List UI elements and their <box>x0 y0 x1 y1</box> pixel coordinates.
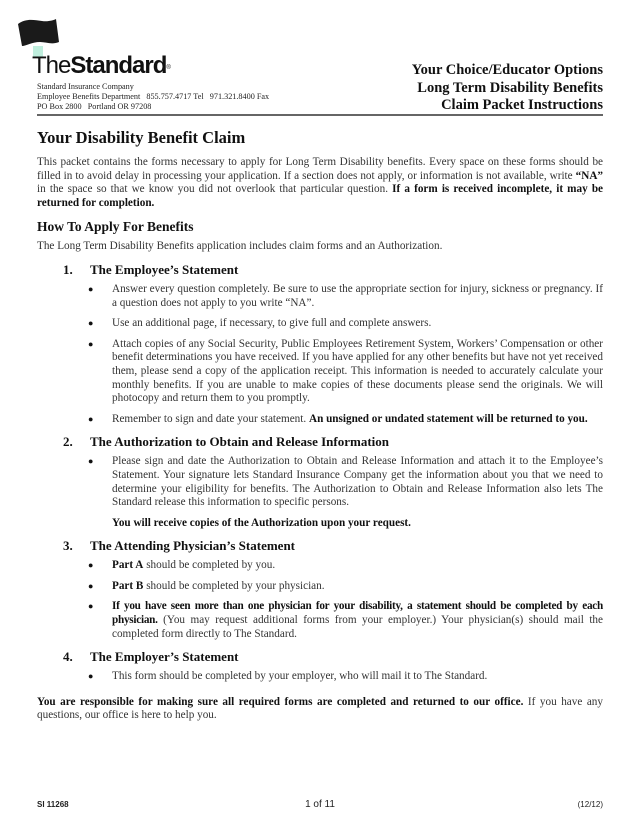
list-item <box>88 283 603 310</box>
list-item-text: Answer every question completely. Be sure to use the appropriate section for injury, sickness or pregnancy. If a question does not apply to you write “NA”. <box>112 282 603 309</box>
company-address <box>37 82 269 112</box>
section-heading <box>37 262 603 278</box>
page-number: 1 of 11 <box>305 799 335 810</box>
section-number: 1. <box>63 261 73 277</box>
note-text: You will receive copies of the Authorization upon your request. <box>112 516 411 529</box>
section-heading <box>37 434 603 450</box>
section-heading <box>37 649 603 665</box>
section-number: 2. <box>63 434 73 450</box>
form-id: SI 11268 <box>37 800 69 809</box>
section-title: The Employee’s Statement <box>90 261 239 277</box>
authorization-note <box>112 517 603 531</box>
how-to-text: The Long Term Disability Benefits application includes claim forms and an Authorization. <box>37 240 443 253</box>
revision-date: (12/12) <box>577 800 603 809</box>
brand-name: Standard <box>70 52 167 79</box>
title-line-3: Claim Packet Instructions <box>441 97 603 113</box>
section-authorization <box>37 434 603 530</box>
title-line-1: Your Choice/Educator Options <box>411 62 603 78</box>
list-item-text <box>112 559 603 573</box>
brand-prefix: The <box>32 52 71 79</box>
bullet-icon: ● <box>88 318 94 329</box>
intro-heading: Your Disability Benefit Claim <box>37 128 246 147</box>
document-titles <box>412 62 603 115</box>
brand-wordmark <box>32 53 170 79</box>
list-item-text: Attach copies of any Social Security, Public Employees Retirement System, Workers’ Compensation or other benefit determinations you have received. If you have applied for any other benefits but have not yet received them, please send a copy of the application receipt. This information is needed to accurately calculate your monthly benefits. If you are unable to make copies of these documents please send the originals. We will photocopy and return them to you promptly. <box>112 337 603 405</box>
intro-paragraph <box>37 156 603 210</box>
section-employer-statement <box>37 649 603 684</box>
document-body <box>37 128 603 723</box>
flag-icon <box>16 18 60 46</box>
list-item-plain: should be completed by your physician. <box>143 579 325 592</box>
section-number: 3. <box>63 538 73 554</box>
closing-bold: You are responsible for making sure all required forms are completed and returned to our office. <box>37 695 524 708</box>
list-item <box>88 580 603 594</box>
title-line-2: Long Term Disability Benefits <box>417 79 603 96</box>
list-item-bold: Part B <box>112 579 144 592</box>
section-employee-statement <box>37 262 603 426</box>
bullet-icon: ● <box>88 671 94 682</box>
list-item <box>88 455 603 509</box>
intro-text-1: This packet contains the forms necessary to apply for Long Term Disability benefits. Every space on these forms should be filled in to avoid delay in processing your application. If a section does not apply, or information is not available, write <box>37 156 603 182</box>
list-item <box>88 559 603 573</box>
closing-text: If you have any questions, our office is here to help you. <box>37 695 603 722</box>
list-item <box>88 413 603 427</box>
list-item-bold: If you have seen more than one physician for your disability, a statement should be completed by each physician. <box>112 600 603 627</box>
list-item-text <box>112 580 603 594</box>
list-item <box>88 600 603 641</box>
company-department: Employee Benefits Department 855.757.4717 Tel 971.321.8400 Fax <box>37 92 270 101</box>
list-item-bold: Part A <box>112 559 144 572</box>
bullet-icon: ● <box>88 413 94 424</box>
list-item-text <box>112 413 603 427</box>
list-item-text: This form should be completed by your employer, who will mail it to The Standard. <box>112 670 488 683</box>
list-item-text: Use an additional page, if necessary, to give full and complete answers. <box>112 317 432 330</box>
list-item-plain: (You may request additional forms from your employer.) Your physician(s) should mail the completed form directly to The Standard. <box>112 614 603 640</box>
how-to-heading: How To Apply For Benefits <box>37 219 194 235</box>
closing-paragraph <box>37 696 603 723</box>
bullet-icon: ● <box>88 283 94 294</box>
company-name: Standard Insurance Company <box>37 82 134 91</box>
intro-warning: If a form is received incomplete, it may be returned for completion. <box>37 183 604 209</box>
section-title: The Employer’s Statement <box>90 649 239 665</box>
list-item-plain: Remember to sign and date your statement. <box>112 412 309 425</box>
list-item-text: Please sign and date the Authorization to Obtain and Release Information and attach it to the Employee’s Statement. Your signature lets Standard Insurance Company get the information about you that we need to determine your eligibility for benefits. The Authorization to Obtain and Release Information also lets The Standard release this information to specific persons. <box>112 455 603 509</box>
section-physician-statement <box>37 538 603 641</box>
section-title: The Authorization to Obtain and Release Information <box>90 434 390 450</box>
section-title: The Attending Physician’s Statement <box>90 538 295 554</box>
the-standard-logo <box>16 18 176 78</box>
bullet-icon: ● <box>88 601 94 612</box>
intro-text-2: in the space so that we know you did not overlook that particular question. <box>37 183 393 196</box>
section-number: 4. <box>63 649 73 665</box>
list-item-text <box>112 600 603 641</box>
bullet-icon: ● <box>88 338 94 349</box>
intro-na: “NA” <box>575 169 603 182</box>
list-item-bold: An unsigned or undated statement will be returned to you. <box>308 412 588 425</box>
list-item <box>88 317 603 331</box>
bullet-icon: ● <box>88 456 94 467</box>
section-heading <box>37 538 603 554</box>
registered-mark: ® <box>166 65 170 71</box>
bullet-icon: ● <box>88 580 94 591</box>
list-item <box>88 670 603 684</box>
header-divider <box>37 114 603 116</box>
company-po-box: PO Box 2800 Portland OR 97208 <box>37 102 152 111</box>
list-item <box>88 338 603 406</box>
list-item-plain: should be completed by you. <box>143 559 276 572</box>
bullet-icon: ● <box>88 560 94 571</box>
